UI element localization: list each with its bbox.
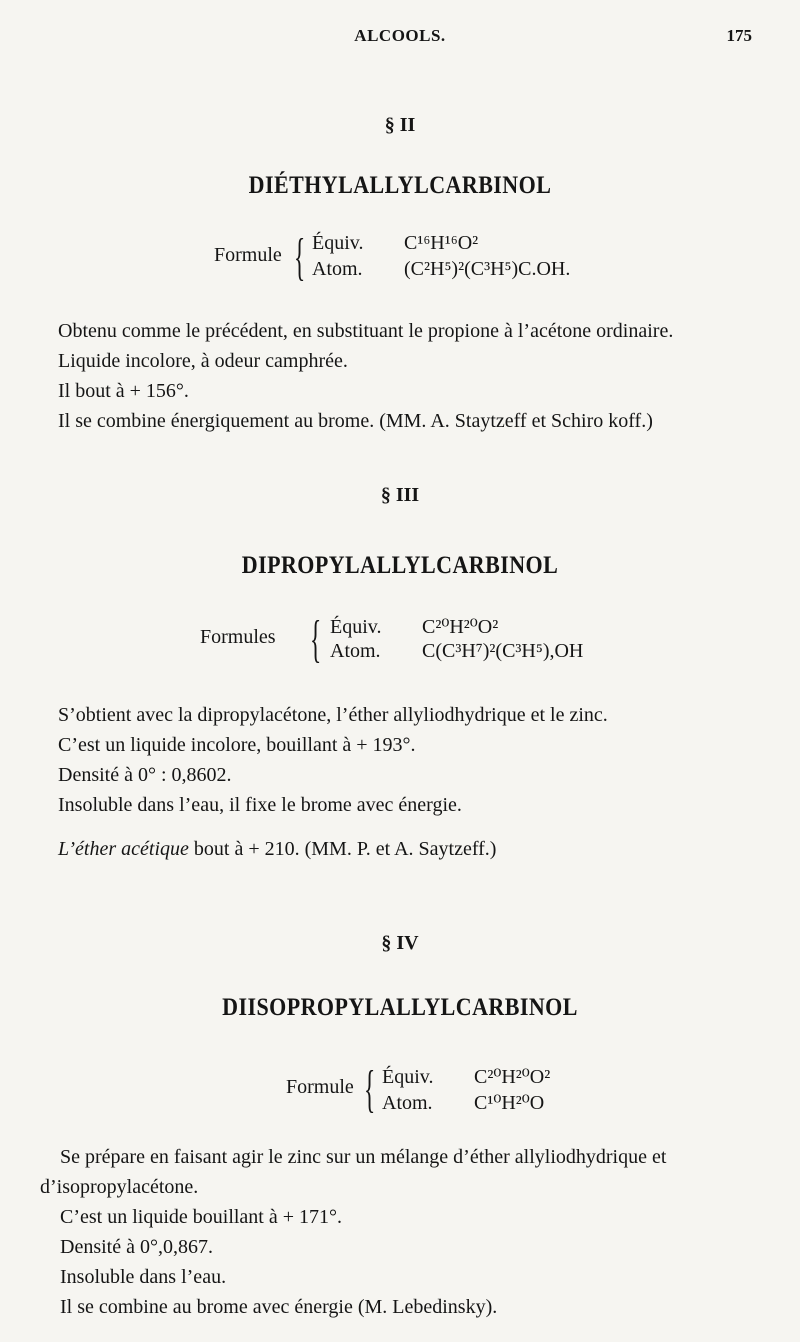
equiv-value: C¹⁶H¹⁶O²	[404, 232, 479, 254]
page-header	[0, 26, 800, 50]
formula-label: Formule	[214, 244, 282, 266]
body-line: Densité à 0°,0,867.	[60, 1236, 213, 1258]
formula-block	[214, 228, 574, 292]
page-number: 175	[726, 26, 752, 45]
atom-value: C¹⁰H²⁰O	[474, 1092, 545, 1114]
section-mark: § II	[384, 114, 416, 136]
section-title: DIPROPYLALLYLCARBINOL	[241, 552, 559, 579]
equiv-key: Équiv.	[312, 232, 364, 254]
formula-atom-row	[382, 1090, 544, 1115]
body-line: Densité à 0° : 0,8602.	[58, 764, 232, 786]
atom-key: Atom.	[330, 640, 381, 662]
body-line: C’est un liquide incolore, bouillant à + 193°.	[58, 734, 416, 756]
section-title: DIISOPROPYLALLYLCARBINOL	[222, 994, 578, 1021]
formula-atom-row	[312, 258, 570, 281]
ether-note	[58, 834, 773, 864]
body-line: S’obtient avec la dipropylacétone, l’éther allyliodhydrique et le zinc.	[58, 704, 608, 726]
equiv-key: Équiv.	[382, 1066, 434, 1088]
atom-key: Atom.	[382, 1092, 433, 1114]
formula-equiv-row	[382, 1064, 550, 1089]
section-body	[58, 316, 773, 436]
running-title: ALCOOLS.	[354, 26, 446, 45]
section-title: DIÉTHYLALLYLCARBINOL	[248, 172, 552, 199]
brace-symbol: {	[310, 611, 322, 668]
body-line: Il se combine énergiquement au brome. (MM. A. Staytzeff et Schiro koff.)	[58, 410, 653, 432]
body-line: Liquide incolore, à odeur camphrée.	[58, 350, 348, 372]
brace-symbol: {	[294, 229, 306, 286]
body-line: Se prépare en faisant agir le zinc sur un mélange d’éther allyliodhydrique et d’isopropylacétone.	[40, 1146, 667, 1198]
atom-value: (C²H⁵)²(C³H⁵)C.OH.	[404, 258, 571, 280]
equiv-value: C²⁰H²⁰O²	[474, 1066, 551, 1088]
formula-label: Formules	[200, 626, 276, 648]
formula-atom-row	[330, 640, 583, 663]
atom-value: C(C³H⁷)²(C³H⁵),OH	[422, 640, 584, 662]
formula-block	[200, 610, 600, 674]
formula-equiv-row	[312, 232, 478, 255]
equiv-value: C²⁰H²⁰O²	[422, 616, 499, 638]
formula-equiv-row	[330, 614, 498, 639]
body-line: C’est un liquide bouillant à + 171°.	[60, 1206, 343, 1228]
section-body	[58, 700, 773, 820]
body-line: Obtenu comme le précédent, en substituant le propione à l’acétone ordinaire.	[58, 320, 674, 342]
body-line: Insoluble dans l’eau, il fixe le brome avec énergie.	[58, 794, 462, 816]
formula-label: Formule	[286, 1076, 354, 1098]
ether-rest: bout à + 210. (MM. P. et A. Saytzeff.)	[188, 838, 497, 860]
ether-italic: L’éther acétique	[58, 838, 189, 860]
formula-block	[286, 1060, 646, 1124]
body-line: Il se combine au brome avec énergie (M. Lebedinsky).	[60, 1296, 498, 1318]
equiv-key: Équiv.	[330, 616, 382, 638]
brace-symbol: {	[364, 1061, 376, 1118]
body-line: Il bout à + 156°.	[58, 380, 189, 402]
section-mark: § IV	[381, 932, 419, 954]
body-line: Insoluble dans l’eau.	[60, 1266, 227, 1288]
section-mark: § III	[380, 484, 420, 506]
section-body	[40, 1142, 775, 1322]
atom-key: Atom.	[312, 258, 363, 280]
